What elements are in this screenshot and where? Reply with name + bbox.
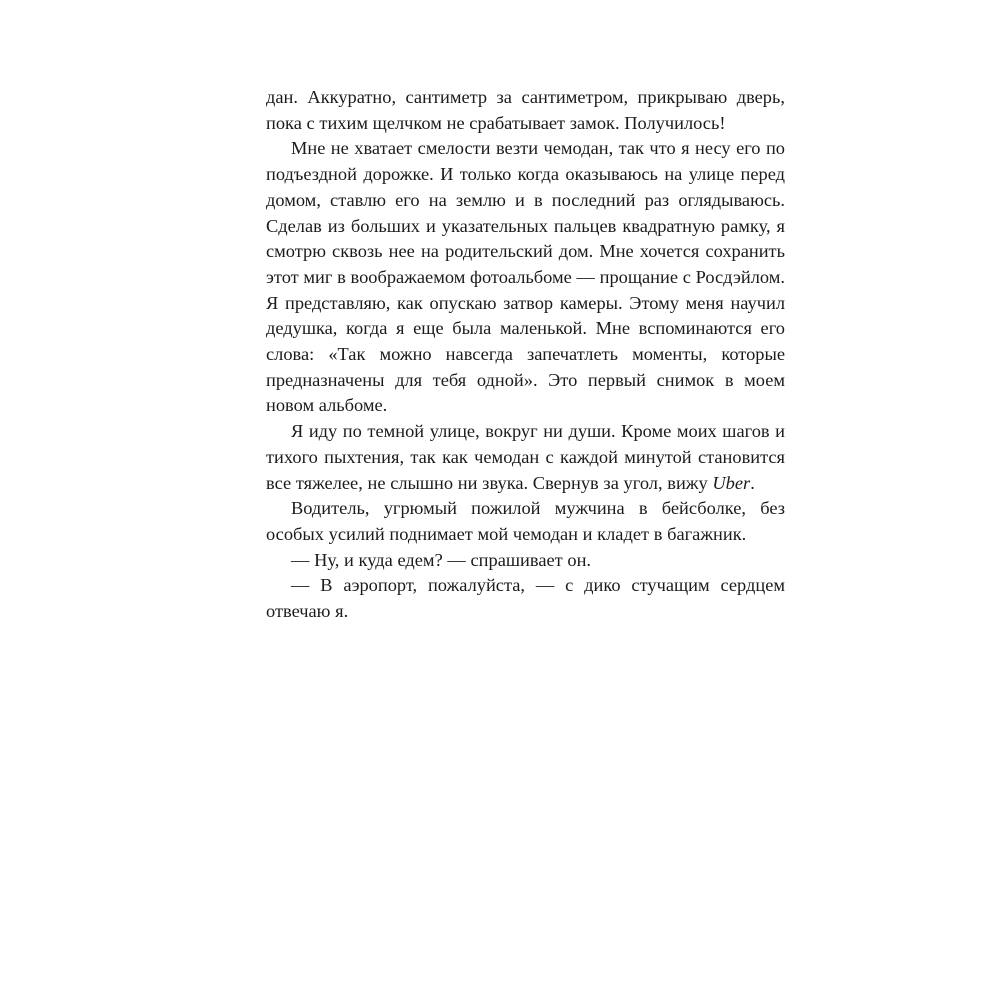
paragraph: Водитель, угрюмый пожилой мужчина в бейсболке, без особых усилий поднимает мой чемодан и кладет в багажник. [266,498,785,544]
service-name-italic: Uber [712,472,751,493]
dialogue-line: — В аэропорт, пожалуйста, — с дико стучащим сердцем отвечаю я. [266,575,785,622]
paragraph-continuation: дан. Аккуратно, сантиметр за сантиметром, прикрываю дверь, пока с тихим щелчком не срабатывает замок. Получилось! [266,87,785,133]
paragraph-text-leading: Я иду по темной улице, вокруг ни души. Кроме моих шагов и тихого пыхтения, так как чемодан с каждой минутой становится все тяжелее, не слышно ни звука. Свернув за угол, вижу [266,421,785,493]
paragraph-with-italic [266,419,785,496]
paragraph: Мне не хватает смелости везти чемодан, так что я несу его по подъездной дорожке. И только когда оказываюсь на улице перед домом, ставлю его на землю и в последний раз оглядываюсь. Сделав из больших и указательных пальцев квадратную рамку, я смотрю сквозь нее на родительский дом. Мне хочется сохранить этот миг в воображаемом фотоальбоме — прощание с Росдэйлом. Я представляю, как опускаю затвор камеры. Этому меня научил дедушка, когда я еще была маленькой. Мне вспоминаются его слова: «Так можно навсегда запечатлеть моменты, которые предназначены для тебя одной». Это первый снимок в моем новом альбоме. [266,138,785,416]
paragraph-text-trailing: . [750,472,755,493]
page-text-block [266,85,785,625]
dialogue-line: — Ну, и куда едем? — спрашивает он. [291,549,592,570]
